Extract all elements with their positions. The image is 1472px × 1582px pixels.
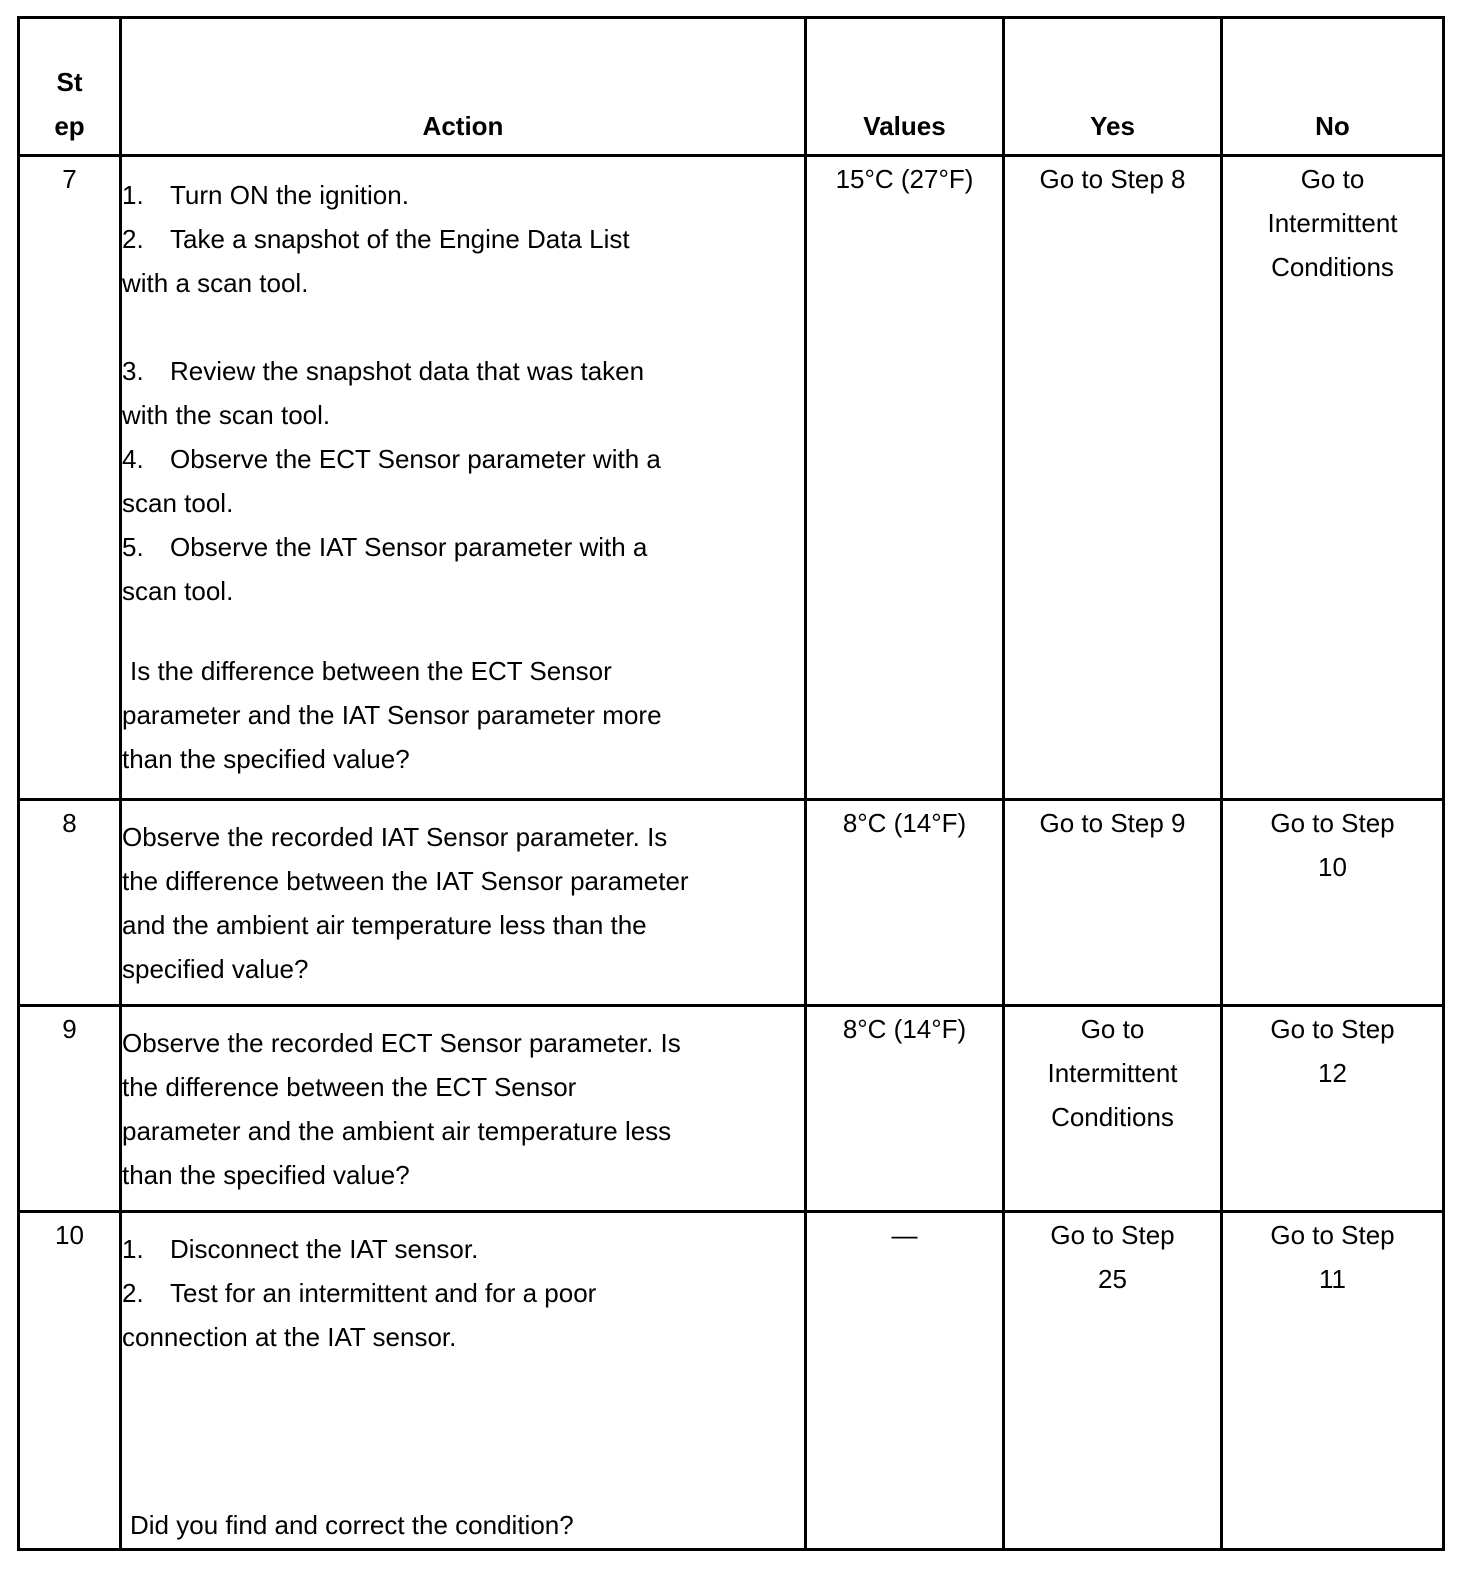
value-cell: 8°C (14°F) bbox=[806, 1006, 1004, 1212]
table-row-step-8 bbox=[19, 800, 1444, 1006]
yes-cell: Go to Step 25 bbox=[1004, 1212, 1222, 1550]
yes-header: Yes bbox=[1004, 18, 1222, 156]
value-cell: 15°C (27°F) bbox=[806, 156, 1004, 800]
step-number: 10 bbox=[19, 1212, 121, 1550]
no-cell: Go to Intermittent Conditions bbox=[1222, 156, 1444, 800]
action-item: 3. Review the snapshot data that was taken bbox=[122, 356, 645, 386]
step-number: 8 bbox=[19, 800, 121, 1006]
question-text: Did you find and correct the condition? bbox=[130, 1510, 574, 1540]
yes-cell: Go to Step 9 bbox=[1004, 800, 1222, 1006]
action-header: Action bbox=[121, 18, 806, 156]
step-number: 9 bbox=[19, 1006, 121, 1212]
action-cell: 1. Turn ON the ignition. 2. Take a snapshot of the Engine Data List with a scan tool. 3. Review the snapshot data that was taken with the scan tool. 4. Observe the ECT Sensor parameter with a scan tool. 5. Observe the IAT Sensor parameter with a scan tool. Is the difference between the ECT Sensor parameter and the IAT Sensor parameter more than the specified value? bbox=[121, 156, 806, 800]
action-item: 2. Take a snapshot of the Engine Data List bbox=[122, 224, 630, 254]
action-item: 5. Observe the IAT Sensor parameter with a bbox=[122, 532, 648, 562]
values-header: Values bbox=[806, 18, 1004, 156]
action-item: 4. Observe the ECT Sensor parameter with a bbox=[122, 444, 661, 474]
diagnostic-table bbox=[17, 16, 1445, 1551]
question-text: Is the difference between the ECT Sensor parameter and the IAT Sensor parameter more than the specified value? bbox=[122, 656, 662, 774]
no-cell: Go to Step 10 bbox=[1222, 800, 1444, 1006]
action-item: 1. Turn ON the ignition. bbox=[122, 180, 409, 210]
action-item: 2. Test for an intermittent and for a poor bbox=[122, 1278, 597, 1308]
step-header: St ep bbox=[19, 18, 121, 156]
action-cell: Observe the recorded ECT Sensor parameter. Is the difference between the ECT Sensor parameter and the ambient air temperature less than the specified value? bbox=[121, 1006, 806, 1212]
action-cell: 1. Disconnect the IAT sensor. 2. Test for an intermittent and for a poor connection at the IAT sensor. Did you find and correct the condition? bbox=[121, 1212, 806, 1550]
value-cell: — bbox=[806, 1212, 1004, 1550]
header-row bbox=[19, 18, 1444, 156]
no-cell: Go to Step 12 bbox=[1222, 1006, 1444, 1212]
step-number: 7 bbox=[19, 156, 121, 800]
yes-cell: Go to Intermittent Conditions bbox=[1004, 1006, 1222, 1212]
action-item: 1. Disconnect the IAT sensor. bbox=[122, 1234, 479, 1264]
table-row-step-9 bbox=[19, 1006, 1444, 1212]
no-cell: Go to Step 11 bbox=[1222, 1212, 1444, 1550]
table-row-step-7 bbox=[19, 156, 1444, 800]
yes-cell: Go to Step 8 bbox=[1004, 156, 1222, 800]
no-header: No bbox=[1222, 18, 1444, 156]
table-row-step-10 bbox=[19, 1212, 1444, 1550]
action-cell: Observe the recorded IAT Sensor parameter. Is the difference between the IAT Sensor parameter and the ambient air temperature less than the specified value? bbox=[121, 800, 806, 1006]
value-cell: 8°C (14°F) bbox=[806, 800, 1004, 1006]
